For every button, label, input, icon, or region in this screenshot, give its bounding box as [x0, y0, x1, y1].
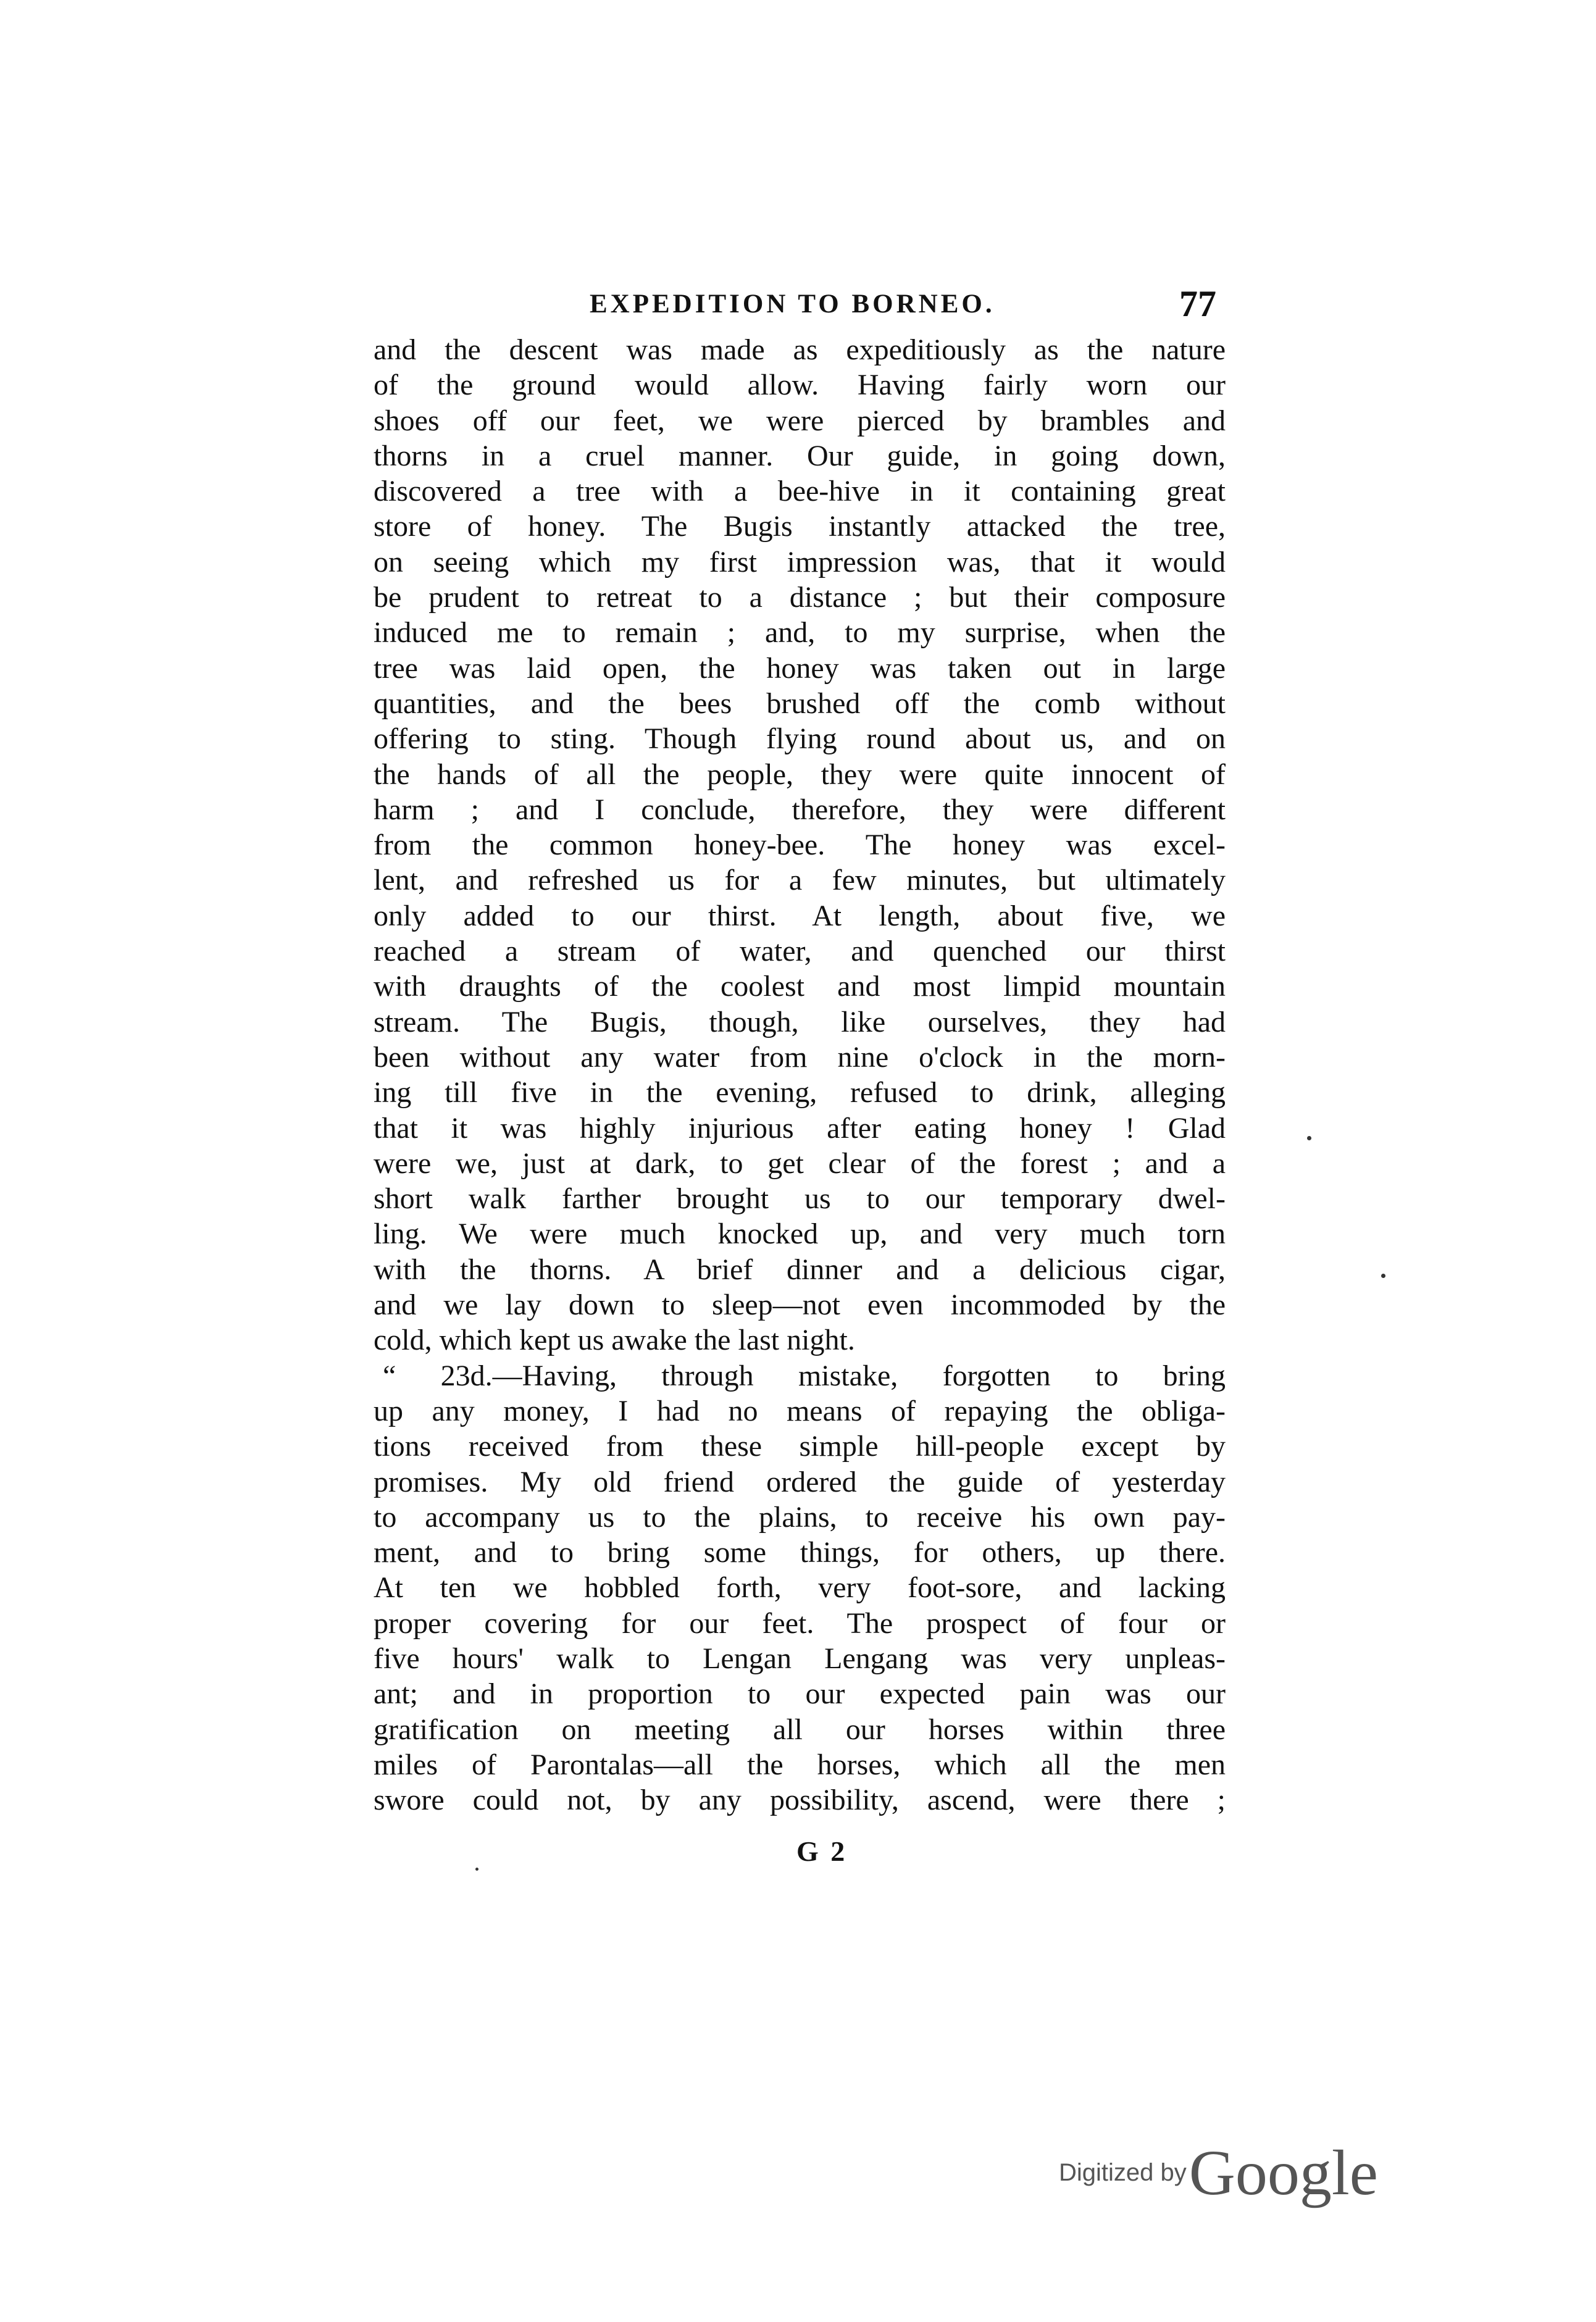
text-line: from the common honey-bee. The honey was excel-	[374, 829, 1226, 862]
page-number: 77	[1179, 283, 1216, 324]
text-line: short walk farther brought us to our temporary dwel-	[374, 1182, 1226, 1216]
text-line: store of honey. The Bugis instantly attacked the tree,	[374, 510, 1226, 543]
text-line: the hands of all the people, they were quite innocent of	[374, 758, 1226, 791]
text-line: up any money, I had no means of repaying the obliga-	[374, 1394, 1226, 1427]
text-line: gratification on meeting all our horses within three	[374, 1713, 1226, 1746]
text-line: ant; and in proportion to our expected pain was our	[374, 1677, 1226, 1711]
text-line: reached a stream of water, and quenched our thirst	[374, 935, 1226, 968]
text-line: and we lay down to sleep—not even incommoded by the	[374, 1288, 1226, 1322]
text-line: were we, just at dark, to get clear of the forest ; and a	[374, 1146, 1226, 1180]
text-line: tree was laid open, the honey was taken out in large	[374, 651, 1226, 685]
text-line: promises. My old friend ordered the guide of yesterday	[374, 1465, 1226, 1498]
google-logo: Google	[1189, 2137, 1378, 2208]
text-line: five hours' walk to Lengan Lengang was very unpleas-	[374, 1642, 1226, 1675]
body-text	[374, 332, 1226, 1818]
text-line: been without any water from nine o'clock in the morn-	[374, 1040, 1226, 1074]
text-line: ing till five in the evening, refused to drink, alleging	[374, 1076, 1226, 1109]
running-title: EXPEDITION TO BORNEO.	[590, 290, 995, 319]
text-line: to accompany us to the plains, to receive his own pay-	[374, 1500, 1226, 1534]
ink-speck	[1307, 1136, 1311, 1140]
text-line: ment, and to bring some things, for others, up there.	[374, 1536, 1226, 1569]
text-line: swore could not, by any possibility, ascend, were there ;	[374, 1784, 1226, 1817]
text-line: thorns in a cruel manner. Our guide, in going down,	[374, 439, 1226, 472]
text-line: shoes off our feet, we were pierced by brambles and	[374, 404, 1226, 437]
ink-speck	[475, 1868, 478, 1871]
text-line: quantities, and the bees brushed off the comb without	[374, 687, 1226, 720]
digitization-watermark	[1059, 2136, 1378, 2210]
text-line: stream. The Bugis, though, like ourselves, they had	[374, 1005, 1226, 1038]
text-line: with draughts of the coolest and most limpid mountain	[374, 970, 1226, 1003]
text-line: induced me to remain ; and, to my surprise, when the	[374, 616, 1226, 649]
digitized-label: Digitized by	[1059, 2159, 1187, 2186]
text-line: miles of Parontalas—all the horses, which all the men	[374, 1748, 1226, 1781]
text-line: only added to our thirst. At length, about five, we	[374, 899, 1226, 932]
text-line: tions received from these simple hill-people except by	[374, 1430, 1226, 1463]
signature-mark: G 2	[796, 1835, 848, 1867]
text-line: and the descent was made as expeditiously as the nature	[374, 333, 1226, 366]
text-line: offering to sting. Though flying round about us, and on	[374, 722, 1226, 756]
text-line: lent, and refreshed us for a few minutes, but ultimately	[374, 864, 1226, 897]
text-line: on seeing which my first impression was, that it would	[374, 545, 1226, 578]
text-line: harm ; and I conclude, therefore, they were different	[374, 793, 1226, 826]
ink-speck	[1381, 1274, 1385, 1278]
text-line: with the thorns. A brief dinner and a delicious cigar,	[374, 1253, 1226, 1286]
text-line: that it was highly injurious after eating honey ! Glad	[374, 1111, 1226, 1145]
text-line: At ten we hobbled forth, very foot-sore, and lacking	[374, 1571, 1226, 1605]
text-line: cold, which kept us awake the last night.	[374, 1324, 855, 1357]
text-line: ling. We were much knocked up, and very much torn	[374, 1217, 1226, 1251]
text-line: “ 23d.—Having, through mistake, forgotten to bring	[383, 1359, 1226, 1392]
text-line: be prudent to retreat to a distance ; but their composure	[374, 581, 1226, 614]
text-line: of the ground would allow. Having fairly worn our	[374, 369, 1226, 402]
text-line: proper covering for our feet. The prospect of four or	[374, 1606, 1226, 1640]
text-line: discovered a tree with a bee-hive in it containing great	[374, 475, 1226, 508]
